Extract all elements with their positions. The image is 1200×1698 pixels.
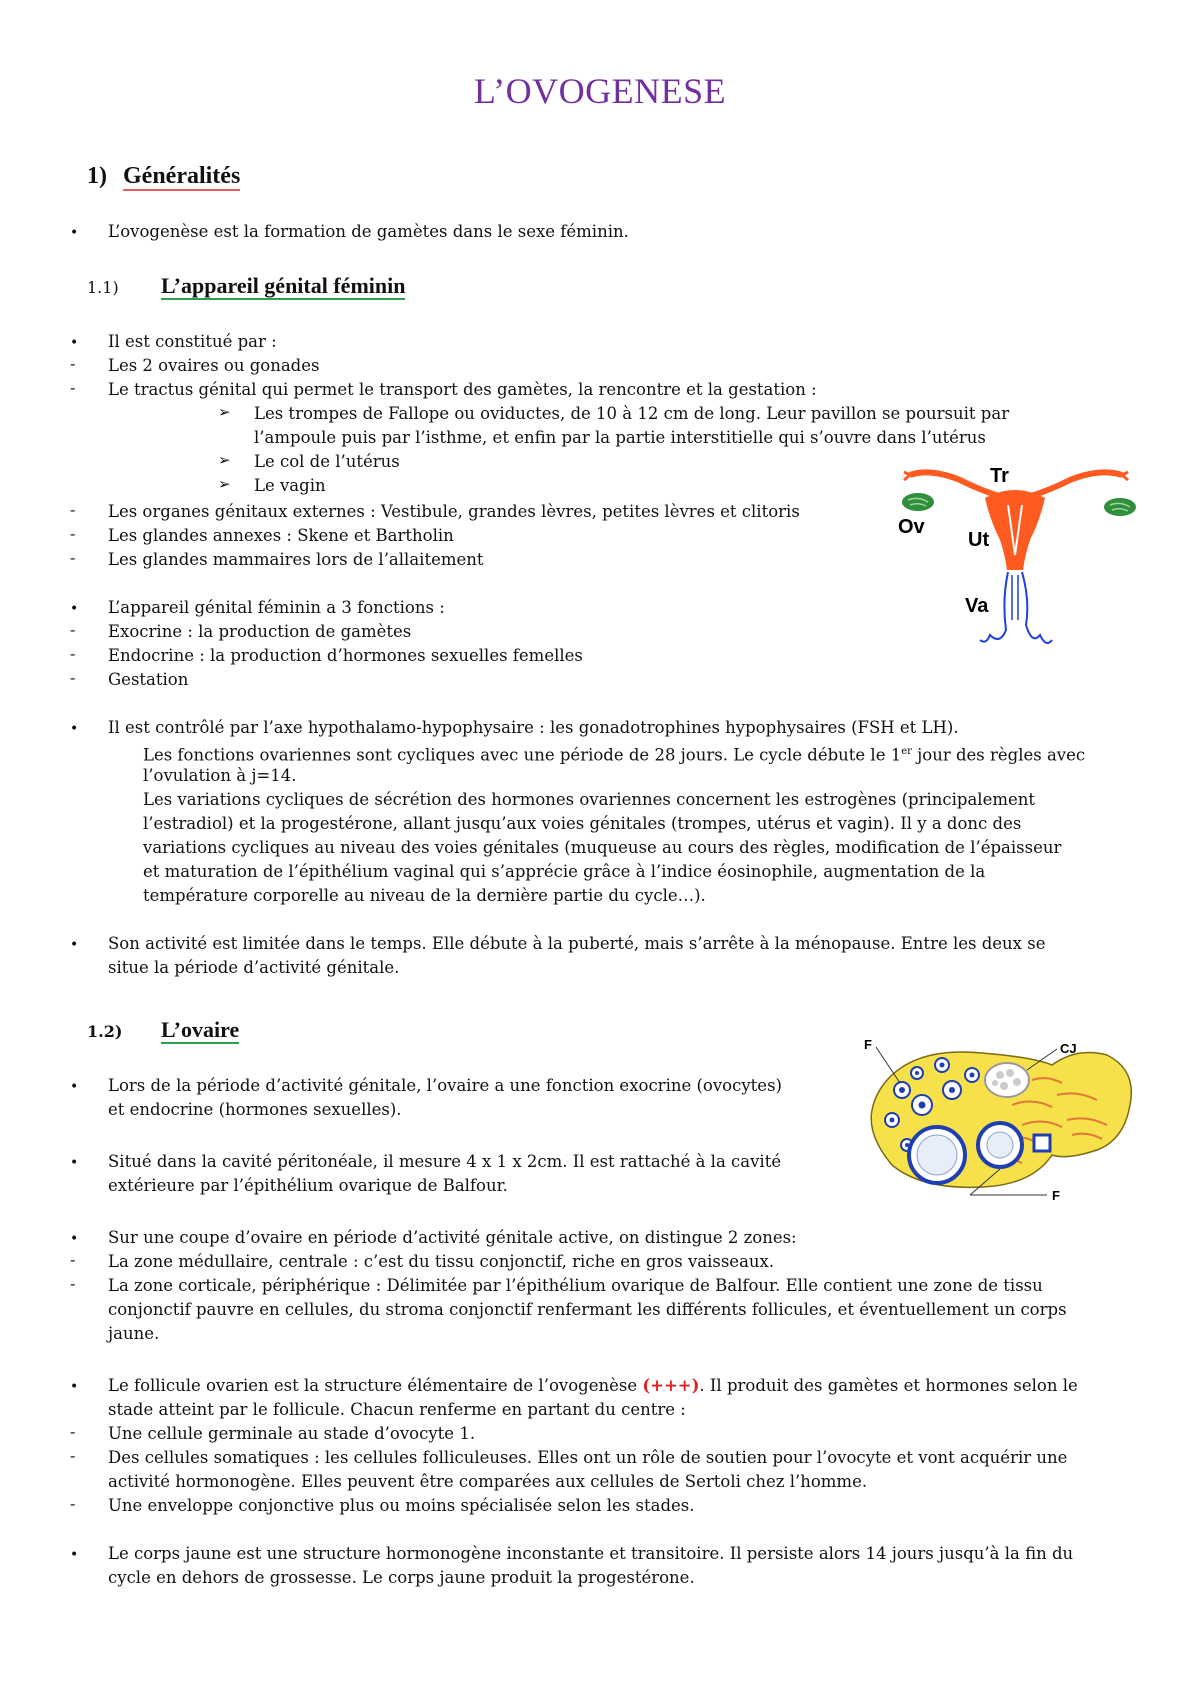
dash-icon: - xyxy=(70,378,76,397)
label-va: Va xyxy=(965,595,989,617)
bullet-icon: • xyxy=(70,601,79,617)
label-f-bottom: F xyxy=(1052,1188,1060,1203)
label-f-top: F xyxy=(864,1037,872,1052)
antrum xyxy=(987,1132,1013,1158)
bullet-icon: • xyxy=(70,721,79,737)
paragraph: Situé dans la cavité péritonéale, il mesure 4 x 1 x 2cm. Il est rattaché à la cavité xyxy=(108,1152,782,1171)
sub-list-item-cont: l’ampoule puis par l’isthme, et enfin par la partie interstitielle qui s’ouvre dans l’utérus xyxy=(254,428,986,447)
arrow-bullet-icon: ➢ xyxy=(218,475,231,493)
fimbriae-left xyxy=(904,472,910,480)
paragraph: Il est contrôlé par l’axe hypothalamo-hypophysaire : les gonadotrophines hypophysaires (FSH et LH). xyxy=(108,718,959,737)
bullet-icon: • xyxy=(70,1079,79,1095)
dash-icon: - xyxy=(70,1274,76,1293)
list-item: Le tractus génital qui permet le transport des gamètes, la rencontre et la gestation : xyxy=(108,380,817,399)
reproductive-tract-figure xyxy=(890,460,1140,670)
dash-icon: - xyxy=(70,620,76,639)
list-item: Les 2 ovaires ou gonades xyxy=(108,356,320,375)
paragraph: Sur une coupe d’ovaire en période d’activité génitale active, on distingue 2 zones: xyxy=(108,1228,797,1247)
list-item: La zone corticale, périphérique : Délimitée par l’épithélium ovarique de Balfour. Elle contient une zone de tissu xyxy=(108,1276,1043,1295)
list-item: Gestation xyxy=(108,670,189,689)
text-run: Le follicule ovarien est la structure élémentaire de l’ovogenèse xyxy=(108,1376,643,1395)
ovary-right xyxy=(1104,498,1136,516)
bullet-icon: • xyxy=(70,1547,79,1563)
list-item: Endocrine : la production d’hormones sexuelles femelles xyxy=(108,646,583,665)
section-number: 1.1) xyxy=(87,278,119,297)
bullet-icon: • xyxy=(70,937,79,953)
paragraph: L’appareil génital féminin a 3 fonctions : xyxy=(108,598,445,617)
dash-icon: - xyxy=(70,1446,76,1465)
bullet-icon: • xyxy=(70,1379,79,1395)
text-run: jour des règles avec xyxy=(911,745,1086,765)
section-heading-1-1 xyxy=(87,273,405,299)
list-item-cont: activité hormonogène. Elles peuvent être comparées aux cellules de Sertoli chez l’homme. xyxy=(108,1472,868,1491)
arrow-bullet-icon: ➢ xyxy=(218,403,231,421)
list-item: Les organes génitaux externes : Vestibule, grandes lèvres, petites lèvres et clitoris xyxy=(108,502,800,521)
list-item: Exocrine : la production de gamètes xyxy=(108,622,412,641)
bullet-icon: • xyxy=(70,1155,79,1171)
dash-icon: - xyxy=(70,524,76,543)
paragraph xyxy=(108,1374,1078,1398)
paragraph-cont: situe la période d’activité génitale. xyxy=(108,958,400,977)
sub-list-item: Le col de l’utérus xyxy=(254,452,400,471)
dash-icon: - xyxy=(70,668,76,687)
dash-icon: - xyxy=(70,1494,76,1513)
fimbriae-right xyxy=(1122,472,1128,480)
paragraph-cont: variations cycliques au niveau des voies génitales (muqueuse au cours des règles, modification de l’épaisseur xyxy=(143,838,1062,857)
section-number: 1) xyxy=(87,163,107,189)
label-ov: Ov xyxy=(898,516,925,538)
dash-icon: - xyxy=(70,1422,76,1441)
section-title: Généralités xyxy=(123,163,241,189)
list-item-cont: jaune. xyxy=(108,1324,160,1343)
sub-list-item: Les trompes de Fallope ou oviductes, de 10 à 12 cm de long. Leur pavillon se poursuit par xyxy=(254,404,1010,423)
section-heading-1 xyxy=(87,163,240,190)
list-item: La zone médullaire, centrale : c’est du tissu conjonctif, riche en gros vaisseaux. xyxy=(108,1252,775,1271)
dash-icon: - xyxy=(70,548,76,567)
paragraph: Il est constitué par : xyxy=(108,332,277,351)
list-item: Des cellules somatiques : les cellules folliculeuses. Elles ont un rôle de soutien pour l’ovocyte et vont acquérir une xyxy=(108,1448,1068,1467)
list-item: Une enveloppe conjonctive plus ou moins spécialisée selon les stades. xyxy=(108,1496,695,1515)
label-tr: Tr xyxy=(990,465,1009,487)
paragraph-cont: température corporelle au niveau de la dernière partie du cycle…). xyxy=(143,886,706,905)
ovary-section-figure xyxy=(862,1035,1140,1205)
paragraph: Les variations cycliques de sécrétion des hormones ovariennes concernent les estrogènes (principalement xyxy=(143,790,1036,809)
pointer-f-top xyxy=(876,1047,900,1083)
text-run: Les fonctions ovariennes sont cycliques avec une période de 28 jours. Le cycle débute le 1 xyxy=(143,745,902,765)
atretic-follicle xyxy=(1034,1135,1050,1151)
uterus xyxy=(985,490,1045,570)
paragraph-cont: stade atteint par le follicule. Chacun renferme en partant du centre : xyxy=(108,1400,686,1419)
page-title: L’OVOGENESE xyxy=(473,71,727,111)
list-item: Une cellule germinale au stade d’ovocyte 1. xyxy=(108,1424,476,1443)
ovary-left xyxy=(902,493,934,511)
paragraph-cont: extérieure par l’épithélium ovarique de Balfour. xyxy=(108,1176,508,1195)
paragraph: L’ovogenèse est la formation de gamètes dans le sexe féminin. xyxy=(108,222,629,241)
sub-list-item: Le vagin xyxy=(254,476,326,495)
bullet-icon: • xyxy=(70,225,79,241)
dash-icon: - xyxy=(70,354,76,373)
section-title: L’appareil génital féminin xyxy=(161,273,406,298)
superscript: er xyxy=(901,746,912,757)
paragraph-cont: l’ovulation à j=14. xyxy=(143,766,297,785)
label-ut: Ut xyxy=(968,529,990,551)
list-item-cont: conjonctif pauvre en cellules, du stroma conjonctif renfermant les différents follicules, et éventuellement un corps xyxy=(108,1300,1067,1319)
paragraph: Lors de la période d’activité génitale, l’ovaire a une fonction exocrine (ovocytes) xyxy=(108,1076,782,1095)
corpus-luteum xyxy=(985,1063,1029,1097)
paragraph-cont: et maturation de l’épithélium vaginal qui s’apprécie grâce à l’indice éosinophile, augmentation de la xyxy=(143,862,986,881)
vagina-canal xyxy=(1012,575,1018,620)
antrum xyxy=(917,1135,957,1175)
arrow-bullet-icon: ➢ xyxy=(218,451,231,469)
dash-icon: - xyxy=(70,500,76,519)
section-title: L’ovaire xyxy=(161,1017,240,1042)
paragraph-cont: l’estradiol) et la progestérone, allant jusqu’aux voies génitales (trompes, utérus et vagin). Il y a donc des xyxy=(143,814,1022,833)
vagina-wall-right xyxy=(1022,572,1052,643)
paragraph-cont: cycle en dehors de grossesse. Le corps jaune produit la progestérone. xyxy=(108,1568,695,1587)
label-cj: CJ xyxy=(1060,1041,1077,1056)
bullet-icon: • xyxy=(70,1231,79,1247)
paragraph-cont: et endocrine (hormones sexuelles). xyxy=(108,1100,402,1119)
section-number: 1.2) xyxy=(87,1022,123,1041)
bullet-icon: • xyxy=(70,335,79,351)
emphasis-mark: (+++) xyxy=(642,1376,700,1395)
list-item: Les glandes mammaires lors de l’allaitement xyxy=(108,550,484,569)
paragraph: Le corps jaune est une structure hormonogène inconstante et transitoire. Il persiste alors 14 jours jusqu’à la fin du xyxy=(108,1544,1074,1563)
dash-icon: - xyxy=(70,1250,76,1269)
paragraph: Son activité est limitée dans le temps. Elle débute à la puberté, mais s’arrête à la ménopause. Entre les deux se xyxy=(108,934,1046,953)
list-item: Les glandes annexes : Skene et Bartholin xyxy=(108,526,454,545)
section-heading-1-2 xyxy=(87,1017,239,1043)
dash-icon: - xyxy=(70,644,76,663)
text-run: . Il produit des gamètes et hormones selon le xyxy=(699,1376,1078,1395)
